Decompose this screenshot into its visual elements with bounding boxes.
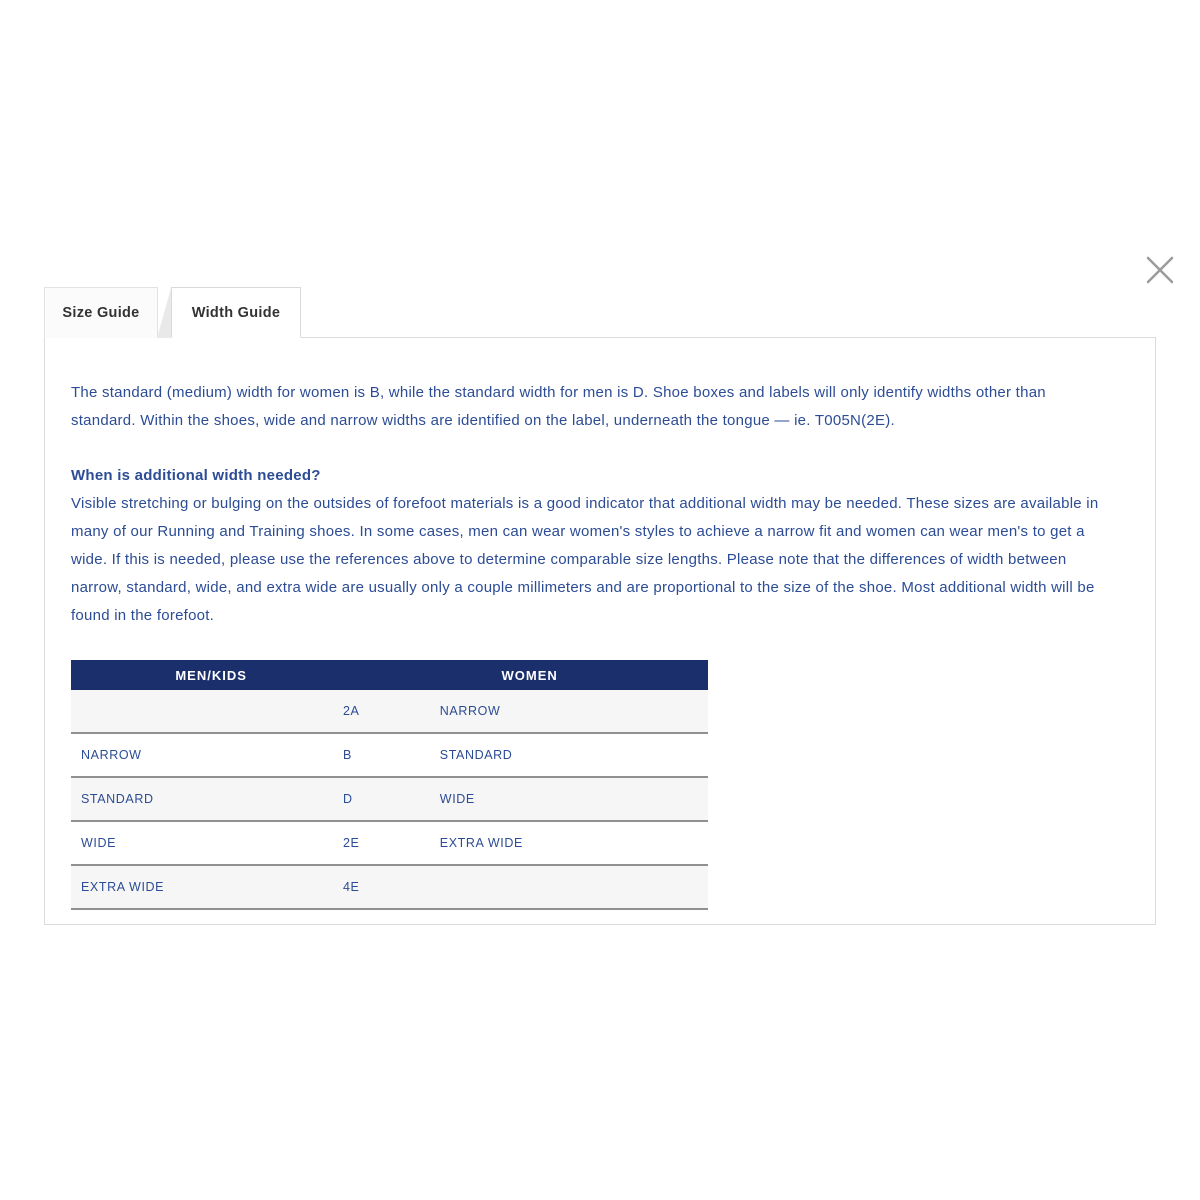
close-icon — [1140, 250, 1180, 290]
cell-women: STANDARD — [439, 748, 513, 762]
header-women: WOMEN — [501, 667, 558, 683]
table-header-row — [71, 660, 708, 690]
intro-paragraph: The standard (medium) width for women is B, while the standard width for men is D. Shoe boxes and labels will only identify widths other than standard. Within the shoes, wide and narrow widths are identified on the label, underneath the tongue — ie. T005N(2E). — [71, 384, 1046, 429]
cell-men: EXTRA WIDE — [81, 880, 165, 894]
header-men-kids: MEN/KIDS — [175, 667, 247, 683]
cell-men: WIDE — [81, 836, 117, 850]
table-row — [71, 778, 708, 822]
table-row — [71, 690, 708, 734]
section-body: Visible stretching or bulging on the outsides of forefoot materials is a good indicator that additional width may be needed. These sizes are available in many of our Running and Training shoes. In some cases, men can wear women's styles to achieve a narrow fit and women can wear men's to get a wide. If this is needed, please use the references above to determine comparable size lengths. Please note that the differences of width between narrow, standard, wide, and extra wide are usually only a couple millimeters and are proportional to the size of the shoe. Most additional width will be found in the forefoot. — [71, 495, 1099, 624]
cell-code: 4E — [342, 880, 360, 894]
close-button[interactable] — [1140, 250, 1180, 290]
cell-women: WIDE — [439, 792, 475, 806]
cell-code: 2A — [342, 704, 360, 718]
tab-width-guide[interactable]: Width Guide — [171, 287, 301, 338]
cell-code: D — [342, 792, 353, 806]
section-heading: When is additional width needed? — [71, 467, 321, 484]
cell-women: NARROW — [439, 704, 501, 718]
width-table — [71, 660, 708, 910]
table-row — [71, 734, 708, 778]
table-row — [71, 822, 708, 866]
table-body — [71, 690, 708, 910]
cell-men: NARROW — [81, 748, 142, 762]
tab-size-guide[interactable]: Size Guide — [44, 287, 158, 338]
tab-bar — [44, 287, 301, 338]
width-guide-panel — [44, 337, 1156, 925]
cell-women: EXTRA WIDE — [439, 836, 523, 850]
cell-men: STANDARD — [81, 792, 154, 806]
cell-code: 2E — [342, 836, 360, 850]
cell-code: B — [342, 748, 352, 762]
width-info-paragraph — [71, 462, 1110, 630]
table-row — [71, 866, 708, 910]
